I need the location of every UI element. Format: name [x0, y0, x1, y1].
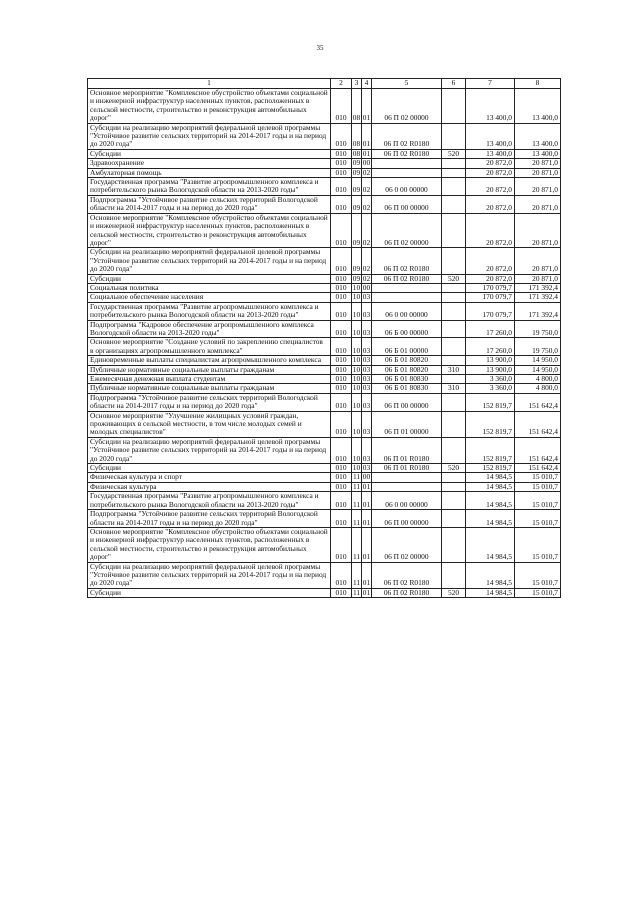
- cell-amount-year1: 20 872,0: [466, 195, 515, 213]
- table-row: [88, 411, 561, 437]
- cell-subsection-code: 01: [362, 562, 372, 588]
- cell-subsection-code: 01: [362, 149, 371, 158]
- cell-expense-type: [442, 375, 466, 384]
- cell-ministry-code: 010: [331, 365, 352, 374]
- cell-expense-type: [442, 168, 466, 177]
- row-name: Субсидии: [88, 274, 331, 283]
- table-row: [88, 384, 561, 393]
- cell-ministry-code: 010: [331, 527, 352, 562]
- cell-expense-type: [442, 437, 466, 463]
- cell-amount-year1: 20 872,0: [466, 248, 515, 274]
- cell-amount-year2: 20 871,0: [515, 178, 561, 196]
- row-name: Подпрограмма "Устойчивое развитие сельских территорий Вологодской области на 2014-2017 годы и на период до 2020 года": [88, 393, 331, 411]
- cell-subsection-code: 03: [362, 355, 371, 365]
- cell-ministry-code: 010: [331, 393, 352, 411]
- cell-target-article: [372, 283, 442, 292]
- cell-amount-year1: 13 900,0: [466, 356, 515, 365]
- cell-ministry-code: 010: [331, 213, 352, 248]
- cell-amount-year2: 15 010,7: [515, 527, 561, 562]
- cell-section-code: 11: [352, 472, 361, 482]
- cell-subsection-code: 03: [362, 393, 372, 411]
- cell-subsection-code: 01: [362, 527, 372, 562]
- row-name: Основное мероприятие "Комплексное обустройство объектами социальной и инженерной инфраструктур населенных пунктов, расположенных в сельской местности, строительство и реконструкция автомобильных дорог": [88, 213, 331, 248]
- cell-subsection-code: 00: [362, 472, 371, 482]
- cell-amount-year2: 20 871,0: [515, 248, 561, 274]
- cell-expense-type: [442, 195, 466, 213]
- cell-expense-type: [442, 356, 466, 365]
- row-name: Публичные нормативные социальные выплаты гражданам: [88, 384, 331, 393]
- cell-amount-year1: 13 900,0: [466, 365, 515, 374]
- cell-target-article: [372, 473, 442, 482]
- cell-subsection-code: 02: [362, 168, 371, 177]
- row-name: Государственная программа "Развитие агропромышленного комплекса и потребительского рынка Вологодской области на 2013-2020 годы": [88, 178, 331, 196]
- row-name: Государственная программа "Развитие агропромышленного комплекса и потребительского рынка Вологодской области на 2013-2020 годы": [88, 492, 331, 510]
- table-row: [88, 356, 561, 365]
- cell-subsection-code: 01: [362, 588, 371, 597]
- cell-subsection-code: 00: [362, 158, 371, 168]
- cell-amount-year2: 15 010,7: [515, 510, 561, 528]
- cell-subsection-code: 00: [362, 283, 371, 292]
- column-header: 6: [442, 79, 466, 89]
- cell-section-code: 11: [352, 527, 362, 562]
- cell-amount-year2: 19 750,0: [515, 320, 561, 338]
- table-row: [88, 213, 561, 248]
- cell-ministry-code: 010: [331, 195, 352, 213]
- row-name: Основное мероприятие "Комплексное обустройство объектами социальной и инженерной инфраструктур населенных пунктов, расположенных в сельской местности, строительство и реконструкция автомобильных дорог": [88, 527, 331, 562]
- table-row: [88, 527, 561, 562]
- cell-amount-year2: 13 400,0: [515, 123, 561, 149]
- cell-section-code: 08: [352, 149, 361, 158]
- cell-target-article: 06 П 01 R0180: [372, 464, 442, 473]
- cell-amount-year1: 152 819,7: [466, 411, 515, 437]
- cell-ministry-code: 010: [331, 562, 352, 588]
- table-row: [88, 293, 561, 302]
- table-row: [88, 149, 561, 158]
- row-name: Физическая культура: [88, 482, 331, 491]
- row-name: Ежемесячная денежная выплата студентам: [88, 375, 331, 384]
- cell-amount-year2: 19 750,0: [515, 338, 561, 356]
- cell-amount-year1: 20 872,0: [466, 213, 515, 248]
- cell-amount-year1: 20 872,0: [466, 168, 515, 177]
- cell-target-article: 06 Б 01 80820: [372, 365, 442, 374]
- cell-target-article: 06 0 00 00000: [372, 178, 442, 196]
- row-name: Единовременные выплаты специалистам агропромышленного комплекса: [88, 356, 331, 365]
- cell-section-code: 10: [352, 383, 361, 393]
- cell-ministry-code: 010: [331, 375, 352, 384]
- cell-section-code: 10: [352, 374, 361, 383]
- cell-amount-year1: 20 872,0: [466, 159, 515, 168]
- cell-subsection-code: 03: [362, 292, 371, 302]
- cell-target-article: 06 0 00 00000: [372, 302, 442, 320]
- cell-expense-type: [442, 123, 466, 149]
- row-name: Государственная программа "Развитие агропромышленного комплекса и потребительского рынка Вологодской области на 2013-2020 годы": [88, 302, 331, 320]
- cell-amount-year1: 170 079,7: [466, 302, 515, 320]
- cell-section-code: 11: [352, 510, 362, 528]
- table-row: [88, 123, 561, 149]
- cell-section-code: 10: [352, 292, 361, 302]
- cell-target-article: [372, 482, 442, 491]
- cell-ministry-code: 010: [331, 384, 352, 393]
- cell-section-code: 08: [352, 123, 362, 149]
- cell-target-article: 06 П 02 R0180: [372, 562, 442, 588]
- cell-subsection-code: 01: [362, 123, 372, 149]
- cell-amount-year1: 14 984,5: [466, 482, 515, 491]
- cell-expense-type: 520: [442, 588, 466, 597]
- cell-subsection-code: 03: [362, 302, 372, 320]
- row-name: Подпрограмма "Устойчивое развитие сельских территорий Вологодской области на 2014-2017 годы и на период до 2020 года": [88, 510, 331, 528]
- table-row: [88, 365, 561, 374]
- cell-target-article: 06 П 01 00000: [372, 411, 442, 437]
- cell-section-code: 10: [352, 365, 361, 374]
- cell-expense-type: [442, 283, 466, 292]
- cell-ministry-code: 010: [331, 473, 352, 482]
- cell-ministry-code: 010: [331, 482, 352, 491]
- cell-subsection-code: 01: [362, 89, 372, 124]
- cell-section-code: 10: [352, 437, 362, 463]
- cell-amount-year2: 15 010,7: [515, 473, 561, 482]
- table-row: [88, 510, 561, 528]
- cell-amount-year2: 15 010,7: [515, 492, 561, 510]
- cell-amount-year1: 14 984,5: [466, 562, 515, 588]
- cell-section-code: 11: [352, 588, 361, 597]
- cell-amount-year2: 4 800,0: [515, 375, 561, 384]
- cell-target-article: 06 Б 00 00000: [372, 320, 442, 338]
- cell-expense-type: [442, 89, 466, 124]
- cell-amount-year2: 20 871,0: [515, 159, 561, 168]
- cell-amount-year1: 14 984,5: [466, 527, 515, 562]
- cell-expense-type: 520: [442, 274, 466, 283]
- cell-section-code: 11: [352, 482, 361, 491]
- cell-amount-year1: 3 360,0: [466, 375, 515, 384]
- cell-amount-year2: 13 400,0: [515, 149, 561, 158]
- cell-subsection-code: 03: [362, 383, 371, 393]
- row-name: Физическая культура и спорт: [88, 473, 331, 482]
- cell-subsection-code: 03: [362, 338, 372, 356]
- column-header: 3: [352, 79, 362, 89]
- cell-target-article: 06 П 02 00000: [372, 213, 442, 248]
- cell-subsection-code: 02: [362, 213, 372, 248]
- table-row: [88, 195, 561, 213]
- cell-section-code: 11: [352, 562, 362, 588]
- cell-section-code: 10: [352, 320, 362, 338]
- cell-ministry-code: 010: [331, 464, 352, 473]
- cell-target-article: 06 П 01 R0180: [372, 437, 442, 463]
- cell-target-article: 06 Б 01 80830: [372, 375, 442, 384]
- cell-subsection-code: 02: [362, 248, 372, 274]
- cell-subsection-code: 02: [362, 274, 371, 283]
- table-row: [88, 338, 561, 356]
- table-row: [88, 159, 561, 168]
- cell-amount-year2: 15 010,7: [515, 588, 561, 597]
- cell-amount-year2: 20 871,0: [515, 274, 561, 283]
- cell-amount-year2: 20 871,0: [515, 213, 561, 248]
- cell-amount-year1: 13 400,0: [466, 89, 515, 124]
- table-row: [88, 89, 561, 124]
- cell-section-code: 11: [352, 492, 362, 510]
- table-row: [88, 473, 561, 482]
- column-header: 2: [331, 79, 352, 89]
- column-header: 5: [372, 79, 442, 89]
- cell-ministry-code: 010: [331, 492, 352, 510]
- cell-subsection-code: 01: [362, 510, 372, 528]
- table-row: [88, 437, 561, 463]
- cell-expense-type: [442, 293, 466, 302]
- row-name: Основное мероприятие "Комплексное обустройство объектами социальной и инженерной инфраструктур населенных пунктов, расположенных в сельской местности, строительство и реконструкция автомобильных дорог": [88, 89, 331, 124]
- cell-amount-year2: 13 400,0: [515, 89, 561, 124]
- cell-ministry-code: 010: [331, 338, 352, 356]
- cell-target-article: [372, 168, 442, 177]
- cell-section-code: 10: [352, 393, 362, 411]
- cell-amount-year1: 17 260,0: [466, 320, 515, 338]
- cell-amount-year1: 152 819,7: [466, 464, 515, 473]
- cell-section-code: 10: [352, 355, 361, 365]
- row-name: Субсидии на реализацию мероприятий федеральной целевой программы "Устойчивое развитие сельских территорий на 2014-2017 годы и на период до 2020 года": [88, 437, 331, 463]
- row-name: Субсидии: [88, 588, 331, 597]
- column-header: 8: [515, 79, 561, 89]
- cell-subsection-code: 02: [362, 178, 372, 196]
- cell-target-article: [372, 159, 442, 168]
- cell-amount-year2: 14 950,0: [515, 356, 561, 365]
- cell-amount-year1: 17 260,0: [466, 338, 515, 356]
- table-row: [88, 168, 561, 177]
- cell-ministry-code: 010: [331, 510, 352, 528]
- cell-target-article: 06 П 02 R0180: [372, 123, 442, 149]
- cell-amount-year2: 20 871,0: [515, 168, 561, 177]
- cell-ministry-code: 010: [331, 437, 352, 463]
- cell-ministry-code: 010: [331, 248, 352, 274]
- cell-subsection-code: 03: [362, 411, 372, 437]
- cell-ministry-code: 010: [331, 283, 352, 292]
- cell-amount-year1: 14 984,5: [466, 510, 515, 528]
- cell-ministry-code: 010: [331, 149, 352, 158]
- row-name: Субсидии на реализацию мероприятий федеральной целевой программы "Устойчивое развитие сельских территорий на 2014-2017 годы и на период до 2020 года": [88, 248, 331, 274]
- cell-target-article: 06 П 00 00000: [372, 393, 442, 411]
- cell-ministry-code: 010: [331, 411, 352, 437]
- cell-section-code: 09: [352, 195, 362, 213]
- cell-amount-year1: 152 819,7: [466, 393, 515, 411]
- cell-amount-year1: 3 360,0: [466, 384, 515, 393]
- cell-expense-type: 310: [442, 384, 466, 393]
- cell-amount-year2: 15 010,7: [515, 482, 561, 491]
- cell-subsection-code: 03: [362, 463, 371, 473]
- cell-expense-type: [442, 338, 466, 356]
- cell-ministry-code: 010: [331, 168, 352, 177]
- cell-amount-year1: 20 872,0: [466, 274, 515, 283]
- row-name: Субсидии на реализацию мероприятий федеральной целевой программы "Устойчивое развитие сельских территорий на 2014-2017 годы и на период до 2020 года": [88, 562, 331, 588]
- cell-target-article: 06 Б 01 80830: [372, 384, 442, 393]
- column-header: 7: [466, 79, 515, 89]
- budget-table: [87, 78, 561, 598]
- table-row: [88, 178, 561, 196]
- table-row: [88, 464, 561, 473]
- cell-section-code: 09: [352, 158, 361, 168]
- table-row: [88, 588, 561, 597]
- table-header-row: [88, 79, 561, 89]
- cell-amount-year1: 14 984,5: [466, 473, 515, 482]
- row-name: Амбулаторная помощь: [88, 168, 331, 177]
- cell-amount-year1: 14 984,5: [466, 588, 515, 597]
- cell-amount-year2: 151 642,4: [515, 393, 561, 411]
- table-row: [88, 320, 561, 338]
- cell-amount-year2: 15 010,7: [515, 562, 561, 588]
- cell-expense-type: [442, 159, 466, 168]
- row-name: Подпрограмма "Устойчивое развитие сельских территорий Вологодской области на 2014-2017 годы и на период до 2020 года": [88, 195, 331, 213]
- cell-subsection-code: 01: [362, 492, 372, 510]
- row-name: Подпрограмма "Кадровое обеспечение агропромышленного комплекса Вологодской области на 2013-2020 годы": [88, 320, 331, 338]
- cell-section-code: 09: [352, 248, 362, 274]
- table-row: [88, 393, 561, 411]
- cell-section-code: 09: [352, 178, 362, 196]
- cell-amount-year1: 170 079,7: [466, 283, 515, 292]
- cell-target-article: 06 0 00 00000: [372, 492, 442, 510]
- row-name: Основное мероприятие "Создание условий по закреплению специалистов в организациях агропромышленного комплекса": [88, 338, 331, 356]
- cell-ministry-code: 010: [331, 123, 352, 149]
- cell-expense-type: [442, 411, 466, 437]
- cell-expense-type: 520: [442, 149, 466, 158]
- table-row: [88, 274, 561, 283]
- cell-expense-type: [442, 213, 466, 248]
- cell-expense-type: [442, 473, 466, 482]
- cell-expense-type: [442, 510, 466, 528]
- cell-section-code: 10: [352, 411, 362, 437]
- cell-expense-type: [442, 178, 466, 196]
- cell-section-code: 08: [352, 89, 362, 124]
- cell-section-code: 10: [352, 302, 362, 320]
- cell-subsection-code: 01: [362, 482, 371, 491]
- cell-amount-year2: 14 950,0: [515, 365, 561, 374]
- cell-ministry-code: 010: [331, 274, 352, 283]
- row-name: Здравоохранение: [88, 159, 331, 168]
- cell-subsection-code: 03: [362, 320, 372, 338]
- cell-section-code: 09: [352, 213, 362, 248]
- cell-expense-type: [442, 320, 466, 338]
- row-name: Публичные нормативные социальные выплаты гражданам: [88, 365, 331, 374]
- cell-target-article: [372, 293, 442, 302]
- row-name: Основное мероприятие "Улучшение жилищных условий граждан, проживающих в сельской местности, в том числе молодых семей и молодых специалистов": [88, 411, 331, 437]
- cell-target-article: 06 П 02 R0180: [372, 588, 442, 597]
- cell-target-article: 06 П 00 00000: [372, 195, 442, 213]
- cell-amount-year1: 13 400,0: [466, 149, 515, 158]
- column-header: 1: [88, 79, 331, 89]
- cell-amount-year2: 151 642,4: [515, 464, 561, 473]
- cell-expense-type: 310: [442, 365, 466, 374]
- cell-subsection-code: 03: [362, 365, 371, 374]
- cell-ministry-code: 010: [331, 356, 352, 365]
- row-name: Социальное обеспечение населения: [88, 293, 331, 302]
- cell-subsection-code: 02: [362, 195, 372, 213]
- cell-expense-type: [442, 248, 466, 274]
- row-name: Субсидии: [88, 149, 331, 158]
- cell-ministry-code: 010: [331, 302, 352, 320]
- cell-target-article: 06 Б 01 00000: [372, 338, 442, 356]
- row-name: Субсидии: [88, 464, 331, 473]
- cell-target-article: 06 Б 01 80820: [372, 356, 442, 365]
- cell-ministry-code: 010: [331, 178, 352, 196]
- table-row: [88, 492, 561, 510]
- cell-amount-year1: 20 872,0: [466, 178, 515, 196]
- cell-target-article: 06 П 02 R0180: [372, 248, 442, 274]
- cell-subsection-code: 03: [362, 374, 371, 383]
- cell-ministry-code: 010: [331, 159, 352, 168]
- cell-ministry-code: 010: [331, 588, 352, 597]
- cell-expense-type: [442, 527, 466, 562]
- table-row: [88, 375, 561, 384]
- cell-expense-type: [442, 492, 466, 510]
- table-row: [88, 302, 561, 320]
- column-header: 4: [362, 79, 372, 89]
- cell-target-article: 06 П 00 00000: [372, 510, 442, 528]
- table-row: [88, 283, 561, 292]
- cell-expense-type: [442, 482, 466, 491]
- cell-amount-year2: 4 800,0: [515, 384, 561, 393]
- table-row: [88, 482, 561, 491]
- cell-amount-year2: 151 642,4: [515, 411, 561, 437]
- cell-amount-year2: 171 392,4: [515, 283, 561, 292]
- table-row: [88, 248, 561, 274]
- cell-ministry-code: 010: [331, 293, 352, 302]
- cell-section-code: 09: [352, 168, 361, 177]
- page-number: 35: [316, 44, 324, 52]
- cell-section-code: 10: [352, 338, 362, 356]
- cell-target-article: 06 П 02 R0180: [372, 274, 442, 283]
- cell-target-article: 06 П 02 R0180: [372, 149, 442, 158]
- cell-amount-year2: 151 642,4: [515, 437, 561, 463]
- row-name: Субсидии на реализацию мероприятий федеральной целевой программы "Устойчивое развитие сельских территорий на 2014-2017 годы и на период до 2020 года": [88, 123, 331, 149]
- cell-section-code: 10: [352, 463, 361, 473]
- cell-section-code: 09: [352, 274, 361, 283]
- row-name: Социальная политика: [88, 283, 331, 292]
- cell-expense-type: [442, 302, 466, 320]
- cell-expense-type: 520: [442, 464, 466, 473]
- table-row: [88, 562, 561, 588]
- cell-amount-year1: 170 079,7: [466, 293, 515, 302]
- cell-amount-year1: 152 819,7: [466, 437, 515, 463]
- cell-ministry-code: 010: [331, 89, 352, 124]
- cell-amount-year1: 13 400,0: [466, 123, 515, 149]
- cell-amount-year1: 14 984,5: [466, 492, 515, 510]
- cell-expense-type: [442, 562, 466, 588]
- cell-subsection-code: 03: [362, 437, 372, 463]
- cell-target-article: 06 П 02 00000: [372, 89, 442, 124]
- cell-target-article: 06 П 02 00000: [372, 527, 442, 562]
- cell-section-code: 10: [352, 283, 361, 292]
- cell-ministry-code: 010: [331, 320, 352, 338]
- cell-amount-year2: 20 871,0: [515, 195, 561, 213]
- cell-amount-year2: 171 392,4: [515, 293, 561, 302]
- cell-expense-type: [442, 393, 466, 411]
- cell-amount-year2: 171 392,4: [515, 302, 561, 320]
